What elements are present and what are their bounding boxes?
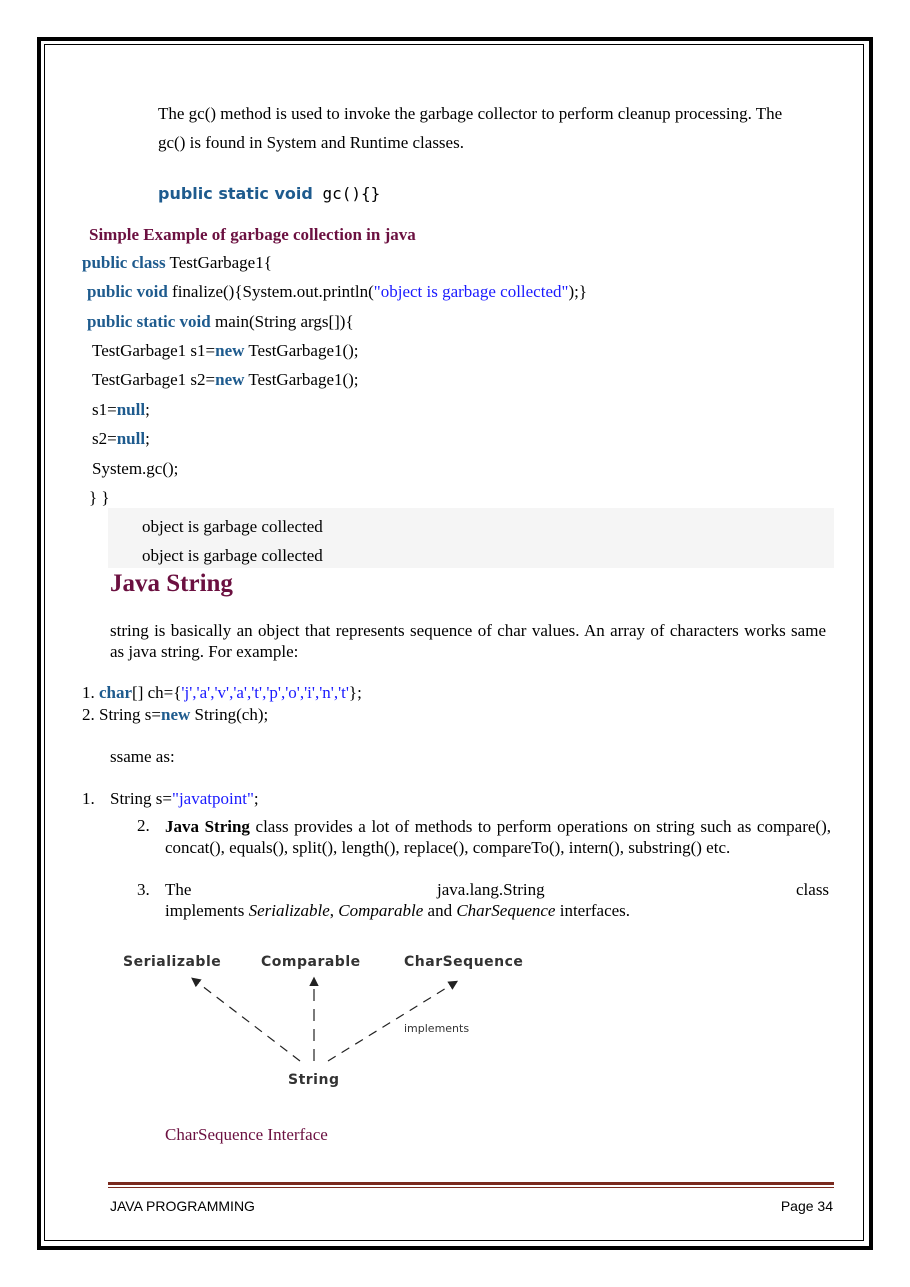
intro-line-2: gc() is found in System and Runtime classes.	[158, 133, 464, 152]
java-string-paragraph: string is basically an object that represents sequence of char values. An array of characters works same as java string. For example:	[110, 621, 826, 661]
code-string-literal	[110, 789, 259, 809]
keyword: null	[116, 400, 146, 419]
keyword: public void	[87, 282, 168, 301]
code-line-3	[87, 312, 354, 332]
line-number: 2.	[82, 705, 99, 724]
section-heading-java-string: Java String	[110, 570, 233, 597]
signature-rest: gc(){}	[312, 184, 381, 203]
item-text: class provides a lot of methods to perform operations on string such as compare(), concat(), equals(), split(), length(), replace(), compareTo(), intern(), substring() etc.	[165, 817, 831, 857]
code-text: [] ch={	[132, 683, 182, 702]
keyword: public static void	[87, 312, 211, 331]
output-line-1: object is garbage collected	[142, 517, 323, 536]
diagram-label-implements: implements	[404, 1022, 470, 1035]
code-line-9: } }	[89, 488, 110, 507]
code-line-6	[92, 400, 150, 420]
code-text: TestGarbage1{	[165, 253, 272, 272]
code-text: };	[348, 683, 362, 702]
code-text: main(String args[]){	[210, 312, 354, 331]
intro-line-1: The gc() method is used to invoke the garbage collector to perform cleanup processing. The	[158, 104, 783, 123]
list-item-1-number: 1.	[82, 789, 95, 808]
code-text: ;	[253, 789, 259, 808]
output-line-2: object is garbage collected	[142, 546, 323, 565]
string-literal: 'j','a','v','a','t','p','o','i','n','t'	[181, 683, 349, 702]
code-text: s2=	[92, 429, 117, 448]
bold-text: Java String	[165, 817, 250, 836]
code-text: s1=	[92, 400, 117, 419]
arrow-to-serializable	[193, 979, 300, 1061]
footer-title: JAVA PROGRAMMING	[110, 1198, 255, 1214]
list-item-3-number: 3.	[137, 880, 150, 899]
item-text: ,	[329, 901, 339, 920]
keyword: new	[161, 705, 191, 724]
code-line-8: System.gc();	[92, 459, 179, 478]
code-text: String s=	[99, 705, 162, 724]
code-char-array	[82, 683, 362, 703]
keyword: new	[215, 370, 245, 389]
example-heading: Simple Example of garbage collection in java	[89, 225, 416, 244]
item-text: interfaces.	[555, 901, 631, 920]
code-line-1	[82, 253, 272, 273]
keyword: char	[99, 683, 133, 702]
item-text: implements	[165, 901, 249, 920]
list-item-2-number: 2.	[137, 816, 150, 835]
signature-keywords: public static void	[158, 184, 313, 203]
code-text: String(ch);	[190, 705, 269, 724]
code-line-2	[87, 282, 587, 302]
italic-text: CharSequence	[456, 901, 556, 920]
footer-rule-thin	[108, 1187, 834, 1188]
code-text: TestGarbage1();	[244, 370, 359, 389]
code-text: );}	[568, 282, 587, 301]
code-text: TestGarbage1 s2=	[92, 370, 216, 389]
diagram-label-serializable: Serializable	[123, 954, 222, 970]
list-item-3-word-class: class	[796, 880, 830, 899]
code-line-5	[92, 370, 359, 390]
diagram-label-charsequence: CharSequence	[404, 954, 524, 970]
diagram-label-comparable: Comparable	[261, 954, 361, 970]
list-item-2-text	[165, 816, 831, 858]
code-text: String s=	[110, 789, 173, 808]
charsequence-heading: CharSequence Interface	[165, 1125, 328, 1144]
code-line-4	[92, 341, 359, 361]
gc-signature	[158, 184, 380, 203]
code-text: ;	[145, 400, 150, 419]
code-text: TestGarbage1 s1=	[92, 341, 216, 360]
line-number: 1.	[82, 683, 99, 702]
code-line-7	[92, 429, 150, 449]
string-literal: "javatpoint"	[172, 789, 254, 808]
string-interfaces-diagram	[110, 945, 560, 1095]
same-as-text: ssame as:	[110, 747, 175, 766]
code-text: ;	[145, 429, 150, 448]
italic-text: Serializable	[248, 901, 330, 920]
code-new-string	[82, 705, 268, 725]
code-text: finalize(){System.out.println(	[167, 282, 374, 301]
italic-text: Comparable	[338, 901, 424, 920]
footer-rule-thick	[108, 1182, 834, 1185]
keyword: public class	[82, 253, 166, 272]
footer-page-number: Page 34	[780, 1198, 833, 1214]
list-item-3-line-2	[165, 901, 630, 921]
keyword: new	[215, 341, 245, 360]
code-text: TestGarbage1();	[244, 341, 359, 360]
list-item-3-word-the: The	[165, 880, 192, 899]
list-item-3-word-class-name: java.lang.String	[437, 880, 545, 899]
diagram-label-string: String	[288, 1072, 340, 1088]
keyword: null	[116, 429, 146, 448]
string-literal: "object is garbage collected"	[373, 282, 569, 301]
item-text: and	[423, 901, 457, 920]
